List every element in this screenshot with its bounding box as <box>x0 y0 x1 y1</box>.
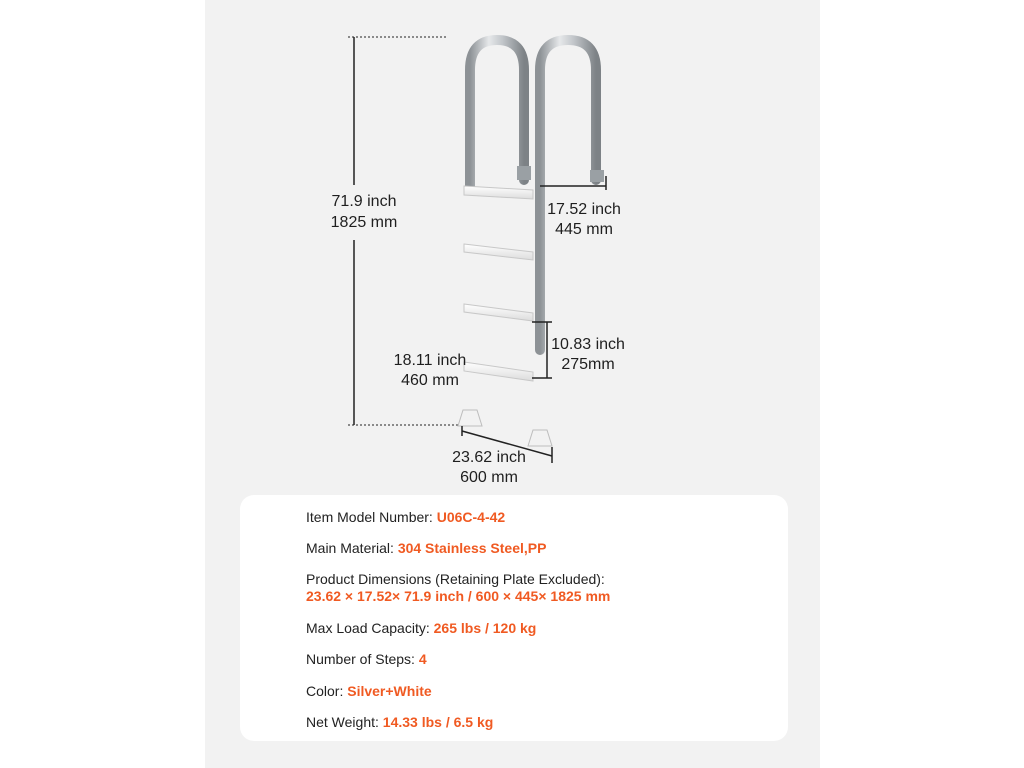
handrail-right <box>540 40 596 350</box>
spec-load-row <box>306 620 536 637</box>
spec-color-row <box>306 683 432 700</box>
mount-bracket-right <box>590 170 604 182</box>
spec-dimensions-row <box>306 571 610 605</box>
base-inch-label: 23.62 inch <box>452 449 526 466</box>
height-inch-label: 71.9 inch <box>331 193 397 210</box>
spec-weight-row <box>306 714 493 731</box>
spec-material-value: 304 Stainless Steel,PP <box>397 540 547 556</box>
spec-material-row <box>306 540 546 557</box>
step-spacing-mm-label: 275mm <box>561 356 615 373</box>
spec-model-label: Item Model Number: <box>306 509 437 525</box>
spec-load-value: 265 lbs / 120 kg <box>433 620 537 636</box>
spec-dimensions-value: 23.62 × 17.52× 71.9 inch / 600 × 445× 1825 mm <box>306 588 611 604</box>
mount-bracket-left <box>517 166 531 180</box>
spec-material-label: Main Material: <box>306 540 398 556</box>
spec-color-label: Color: <box>306 683 348 699</box>
step-width-mm-label: 460 mm <box>401 372 459 389</box>
spec-dimensions-label: Product Dimensions (Retaining Plate Excluded): <box>306 571 605 587</box>
spec-weight-value: 14.33 lbs / 6.5 kg <box>382 714 494 730</box>
handrail-left <box>470 40 524 186</box>
spec-steps-value: 4 <box>418 651 427 667</box>
step-spacing-inch-label: 10.83 inch <box>551 336 625 353</box>
spec-model-row <box>306 509 505 526</box>
foot-cap-left <box>458 410 482 426</box>
step-width-inch-label: 18.11 inch <box>393 352 467 369</box>
depth-mm-label: 445 mm <box>555 221 613 238</box>
height-mm-label: 1825 mm <box>330 214 398 231</box>
spec-load-label: Max Load Capacity: <box>306 620 434 636</box>
spec-panel <box>240 495 788 741</box>
base-mm-label: 600 mm <box>460 469 518 486</box>
depth-inch-label: 17.52 inch <box>547 201 621 218</box>
spec-color-value: Silver+White <box>347 683 432 699</box>
spec-steps-label: Number of Steps: <box>306 651 419 667</box>
spec-steps-row <box>306 651 427 668</box>
foot-cap-right <box>528 430 552 446</box>
spec-weight-label: Net Weight: <box>306 714 383 730</box>
spec-model-value: U06C-4-42 <box>436 509 506 525</box>
